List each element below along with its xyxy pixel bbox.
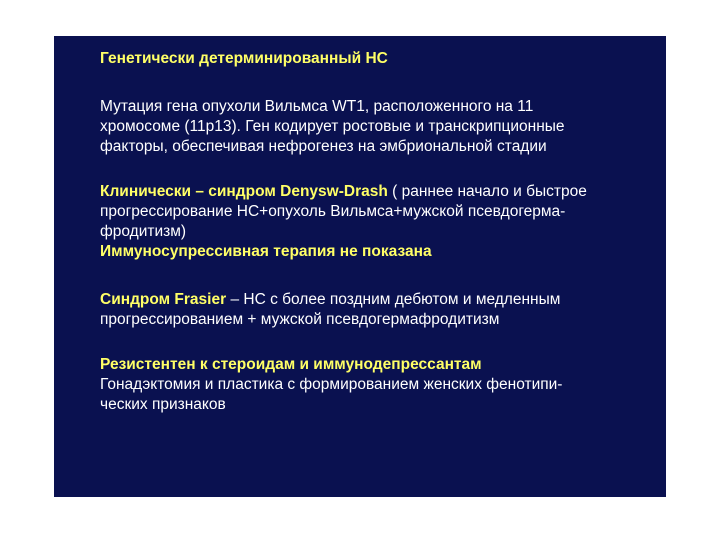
- paragraph-line: прогрессирование НС+опухоль Вильмса+мужской псевдогерма-: [100, 203, 566, 220]
- paragraph-line: факторы, обеспечивая нефрогенез на эмбриональной стадии: [100, 138, 547, 155]
- body-text: – НС с более поздним дебютом и медленным: [226, 291, 561, 308]
- highlight-text: Иммуносупрессивная терапия не показана: [100, 243, 432, 260]
- highlight-text: Синдром Frasier: [100, 291, 227, 308]
- highlight-text: Клинически – синдром Denysw-Drash: [100, 183, 388, 200]
- frasier-paragraph: [100, 290, 560, 330]
- highlight-text: Резистентен к стероидам и иммунодепрессантам: [100, 356, 482, 373]
- paragraph-line: прогрессированием + мужской псевдогермафродитизм: [100, 311, 500, 328]
- paragraph-line: хромосоме (11p13). Ген кодирует ростовые и транскрипционные: [100, 118, 565, 135]
- paragraph-line: Мутация гена опухоли Вильмса WT1, расположенного на 11: [100, 98, 534, 115]
- resistance-paragraph: [100, 355, 562, 415]
- wt1-paragraph: [100, 97, 565, 157]
- body-text: ( раннее начало и быстрое: [387, 183, 587, 200]
- paragraph-line: ческих признаков: [100, 396, 226, 413]
- paragraph-line: фродитизм): [100, 223, 187, 240]
- slide-title-block: [100, 49, 388, 69]
- denys-drash-paragraph: [100, 182, 587, 262]
- slide-title: Генетически детерминированный НС: [100, 50, 388, 67]
- paragraph-line: [100, 290, 560, 310]
- paragraph-line: Гонадэктомия и пластика с формированием женских фенотипи-: [100, 376, 563, 393]
- paragraph-line: [100, 182, 587, 202]
